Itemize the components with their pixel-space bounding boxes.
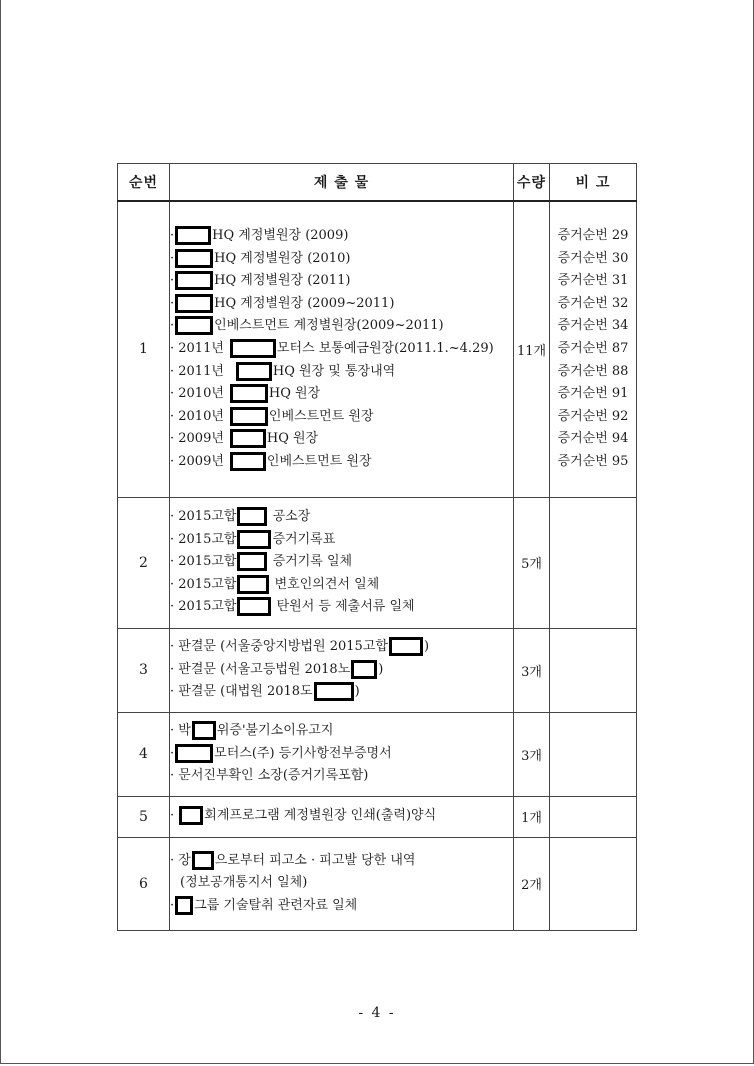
list-item: · 판결문 (서울중앙지방법원 2015고합 ) bbox=[170, 639, 430, 655]
row-remarks bbox=[550, 796, 637, 837]
row-remarks bbox=[550, 201, 637, 497]
redaction-box bbox=[175, 249, 213, 268]
redaction-box bbox=[175, 316, 213, 335]
row-remarks bbox=[550, 712, 637, 796]
list-item: · 2010년 HQ 원장 bbox=[170, 386, 321, 402]
list-item: · 인베스트먼트 계정별원장(2009~2011) bbox=[170, 318, 444, 334]
redaction-box bbox=[192, 851, 214, 870]
list-item: · HQ 계정별원장 (2009) bbox=[170, 227, 349, 243]
remark-item: 증거순번 31 bbox=[557, 273, 629, 289]
row-number: 6 bbox=[118, 837, 170, 930]
row-items bbox=[170, 497, 514, 628]
list-item: · 회계프로그램 계정별원장 인쇄(출력)양식 bbox=[170, 808, 437, 824]
row-quantity: 1개 bbox=[514, 796, 550, 837]
table-row bbox=[118, 796, 637, 837]
remark-item: 증거순번 88 bbox=[557, 363, 629, 379]
redaction-box bbox=[175, 294, 213, 313]
row-quantity: 11개 bbox=[514, 201, 550, 497]
redaction-box bbox=[236, 362, 272, 381]
table-row bbox=[118, 201, 637, 497]
remark-item: 증거순번 30 bbox=[557, 250, 629, 266]
row-number: 3 bbox=[118, 628, 170, 712]
row-number: 4 bbox=[118, 712, 170, 796]
table-header-row bbox=[118, 164, 637, 202]
table-row bbox=[118, 837, 637, 930]
remark-item: 증거순번 32 bbox=[557, 295, 629, 311]
redaction-box bbox=[192, 721, 216, 740]
table-row bbox=[118, 497, 637, 628]
row-quantity: 5개 bbox=[514, 497, 550, 628]
redaction-box bbox=[389, 637, 423, 656]
list-item: · 2015고합 증거기록표 bbox=[170, 531, 336, 547]
row-number: 1 bbox=[118, 201, 170, 497]
redaction-box bbox=[230, 429, 266, 448]
list-item: · 2015고합 공소장 bbox=[170, 509, 311, 525]
list-item: · 모터스(주) 등기사항전부증명서 bbox=[170, 745, 392, 761]
list-item: · 2009년 HQ 원장 bbox=[170, 431, 319, 447]
remark-item: 증거순번 29 bbox=[557, 227, 629, 243]
list-item: · 그룹 기술탈취 관련자료 일체 bbox=[170, 897, 358, 913]
list-item: · 2009년 인베스트먼트 원장 bbox=[170, 453, 372, 469]
redaction-box bbox=[175, 896, 193, 915]
remark-item: 증거순번 34 bbox=[557, 318, 629, 334]
list-item: (정보공개통지서 일체) bbox=[180, 875, 308, 891]
remark-item: 증거순번 95 bbox=[557, 453, 629, 469]
list-item: · HQ 계정별원장 (2011) bbox=[170, 273, 351, 289]
header-remarks: 비 고 bbox=[550, 164, 637, 202]
remark-item: 증거순번 91 bbox=[557, 386, 629, 402]
row-quantity: 2개 bbox=[514, 837, 550, 930]
redaction-box bbox=[351, 660, 377, 679]
row-quantity: 3개 bbox=[514, 628, 550, 712]
row-remarks bbox=[550, 837, 637, 930]
row-items bbox=[170, 628, 514, 712]
row-number: 5 bbox=[118, 796, 170, 837]
row-number: 2 bbox=[118, 497, 170, 628]
page-number: - 4 - bbox=[358, 1005, 396, 1021]
row-remarks bbox=[550, 497, 637, 628]
list-item: · 장 으로부터 피고소 · 피고발 당한 내역 bbox=[170, 852, 416, 868]
redaction-box bbox=[175, 744, 213, 763]
row-items bbox=[170, 201, 514, 497]
list-item: · 2011년 모터스 보통예금원장(2011.1.~4.29) bbox=[170, 340, 494, 356]
list-item: · 2015고합 증거기록 일체 bbox=[170, 554, 353, 570]
remark-item: 증거순번 87 bbox=[557, 340, 629, 356]
list-item: · 2015고합 변호인의견서 일체 bbox=[170, 576, 380, 592]
list-item: · 판결문 (대법원 2018도 ) bbox=[170, 684, 360, 700]
list-item: · 2015고합 탄원서 등 제출서류 일체 bbox=[170, 599, 415, 615]
redaction-box bbox=[230, 452, 266, 471]
redaction-box bbox=[237, 552, 267, 571]
header-items: 제 출 물 bbox=[170, 164, 514, 202]
list-item: · HQ 계정별원장 (2010) bbox=[170, 250, 351, 266]
list-item: · 판결문 (서울고등법원 2018노 ) bbox=[170, 661, 384, 677]
row-items bbox=[170, 712, 514, 796]
header-qty: 수량 bbox=[514, 164, 550, 202]
list-item: · HQ 계정별원장 (2009~2011) bbox=[170, 295, 395, 311]
redaction-box bbox=[237, 597, 271, 616]
redaction-box bbox=[230, 339, 276, 358]
list-item: · 2011년 HQ 원장 및 통장내역 bbox=[170, 363, 396, 379]
list-item: · 박 위증'불기소이유고지 bbox=[170, 723, 334, 739]
redaction-box bbox=[237, 507, 267, 526]
row-items bbox=[170, 796, 514, 837]
table-row bbox=[118, 712, 637, 796]
remark-item: 증거순번 94 bbox=[557, 431, 629, 447]
redaction-box bbox=[230, 407, 268, 426]
redaction-box bbox=[237, 530, 271, 549]
table-row bbox=[118, 628, 637, 712]
list-item: · 문서진부확인 소장(증거기록포함) bbox=[170, 768, 369, 784]
row-remarks bbox=[550, 628, 637, 712]
evidence-table bbox=[117, 163, 637, 931]
row-quantity: 3개 bbox=[514, 712, 550, 796]
row-items bbox=[170, 837, 514, 930]
header-no: 순번 bbox=[118, 164, 170, 202]
list-item: · 2010년 인베스트먼트 원장 bbox=[170, 408, 374, 424]
redaction-box bbox=[175, 271, 213, 290]
redaction-box bbox=[179, 806, 203, 825]
redaction-box bbox=[314, 682, 354, 701]
redaction-box bbox=[237, 575, 269, 594]
redaction-box bbox=[175, 226, 211, 245]
remark-item: 증거순번 92 bbox=[557, 408, 629, 424]
redaction-box bbox=[230, 384, 268, 403]
